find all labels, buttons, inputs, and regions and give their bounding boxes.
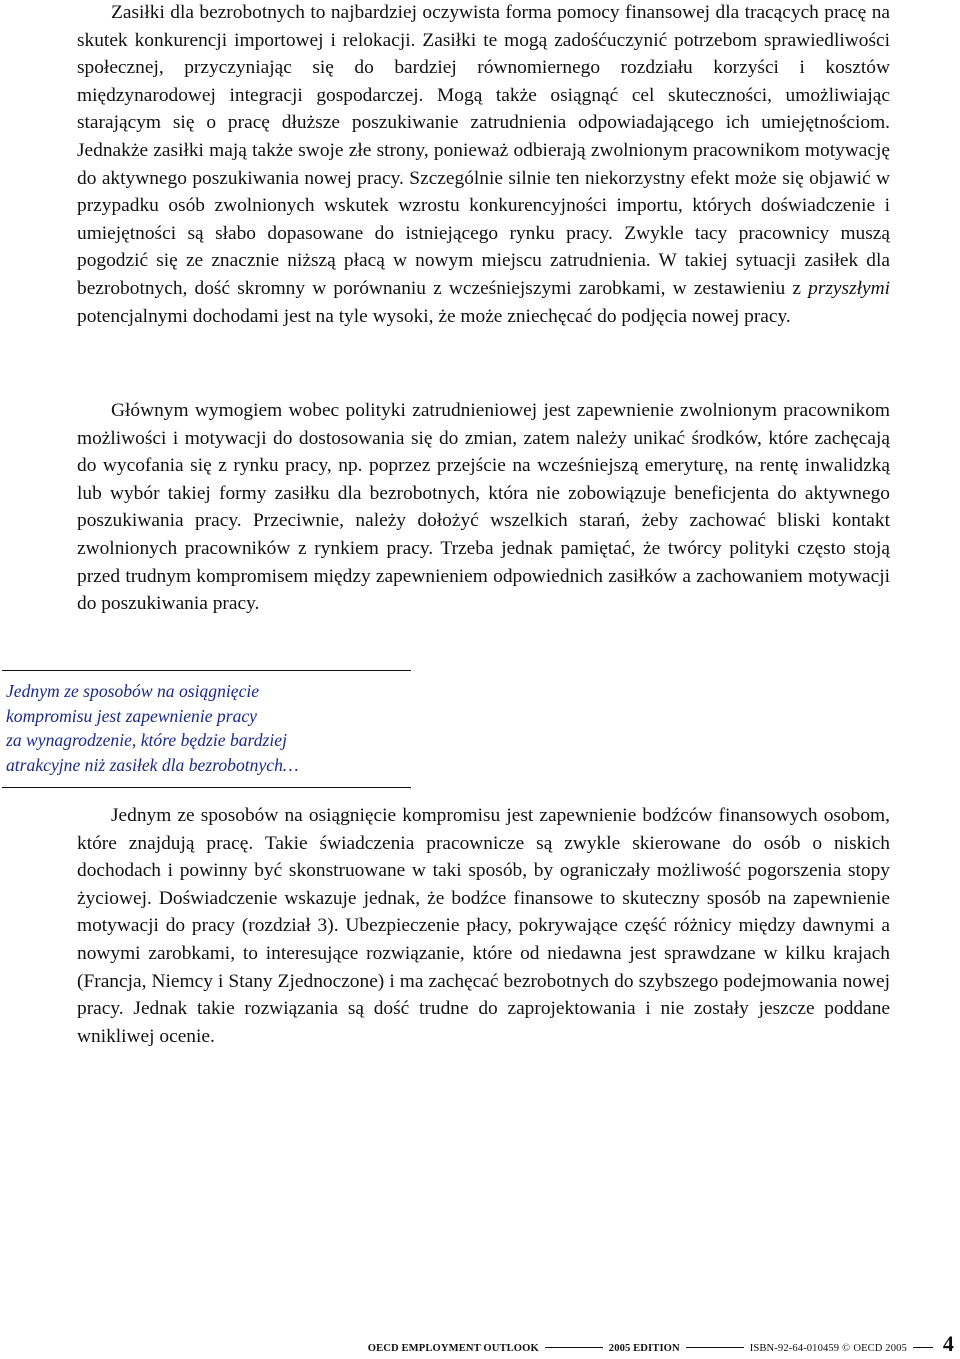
footer-dash-2 [686,1347,744,1348]
body-paragraph-3: Jednym ze sposobów na osiągnięcie kompromisu jest zapewnienie bodźców finansowych osobom, które znajdują pracę. Takie świadczenia pracownicze są zwykle skierowane do osób o niskich dochodach i powinny być skonstruowane w taki sposób, by ograniczały możliwość pogorszenia stopy życiowej. Doświadczenie wskazuje jednak, że bodźce finansowe to skuteczny sposób na zapewnienie motywacji do pracy (rozdział 3). Ubezpieczenie płacy, pokrywające część różnicy między dawnymi a nowymi zarobkami, to interesujące rozwiązanie, które od niedawna jest sprawdzane w kilku krajach (Francja, Niemcy i Stany Zjednoczone) i ma zachęcać bezrobotnych do szybszego podejmowania nowej pracy. Jednak takie rozwiązania są dość trudne do zaprojektowania i nie zostały jeszcze poddane wnikliwej ocenie. [77,805,890,1047]
paragraph-1-text-b: potencjalnymi dochodami jest na tyle wysoki, że może zniechęcać do podjęcia nowej pracy. [77,305,791,327]
pullquote-line-1: Jednym ze sposobów na osiągnięcie [6,681,260,701]
body-paragraph-1 [77,0,890,330]
footer-edition: 2005 EDITION [608,1343,680,1354]
footer-dash-3 [913,1347,933,1348]
pullquote-top-rule [2,670,411,671]
pullquote-line-4: atrakcyjne niż zasiłek dla bezrobotnych… [6,754,299,775]
footer-dash-1 [545,1347,603,1348]
body-paragraph-2: Głównym wymogiem wobec polityki zatrudnieniowej jest zapewnienie zwolnionym pracownikom możliwości i motywacji do dostosowania się do zmian, zatem należy unikać środków, które zachęcają do wycofania się z rynku pracy, np. poprzez przejście na wcześniejszą emeryturę, na rentę inwalidzką lub wybór takiej formy zasiłku dla bezrobotnych, która nie zobowiązuje beneficjenta do aktywnego poszukiwania pracy. Przeciwnie, należy dołożyć wszelkich starań, żeby zachować bliski kontakt zwolnionych pracowników z rynkiem pracy. Trzeba jednak pamiętać, że twórcy polityki często stoją przed trudnym kompromisem między zapewnieniem odpowiednich zasiłków a zachowaniem motywacji do poszukiwania pracy. [77,400,890,615]
paragraph-1-italic-word: przyszłymi [808,277,890,299]
footer-publication: OECD EMPLOYMENT OUTLOOK [367,1343,539,1354]
pullquote-line-3: za wynagrodzenie, które będzie bardziej [6,730,287,751]
footer-isbn: ISBN-92-64-010459 [749,1343,840,1354]
pullquote [6,679,406,777]
footer-copyright: OECD 2005 [853,1343,907,1354]
copyright-icon: © [842,1343,851,1354]
paragraph-1-text-a: Zasiłki dla bezrobotnych to najbardziej oczywista forma pomocy finansowej dla tracących pracę na skutek konkurencji importowej i relokacji. Zasiłki te mogą zadośćuczynić potrzebom sprawiedliwości społecznej, przyczyniając się do bardziej równomiernego rozdziału korzyści i kosztów międzynarodowej integracji gospodarczej. Mogą także osiągnąć cel skuteczności, umożliwiając starającym się o pracę dłuższe poszukiwanie zatrudnienia odpowiadającego ich umiejętnościom. Jednakże zasiłki mają także swoje złe strony, ponieważ odbierają zwolnionym pracownikom motywację do aktywnego poszukiwania nowej pracy. Szczególnie silnie ten niekorzystny efekt może się objawić w przypadku osób zwolnionych wskutek wzrostu konkurencyjności importu, których doświadczenie i umiejętności są słabo dopasowane do istniejącego rynku pracy. Zwykle tacy pracownicy muszą pogodzić się ze znacznie niższą płacą w nowym miejscu zatrudnienia. W takiej sytuacji zasiłek dla bezrobotnych, dość skromny w porównaniu z wcześniejszymi zarobkami, w zestawieniu z [77,2,890,299]
pullquote-bottom-rule [2,787,411,788]
page-footer [368,1331,954,1359]
pullquote-line-2: kompromisu jest zapewnienie pracy [6,705,257,726]
page-number: 4 [942,1331,954,1356]
